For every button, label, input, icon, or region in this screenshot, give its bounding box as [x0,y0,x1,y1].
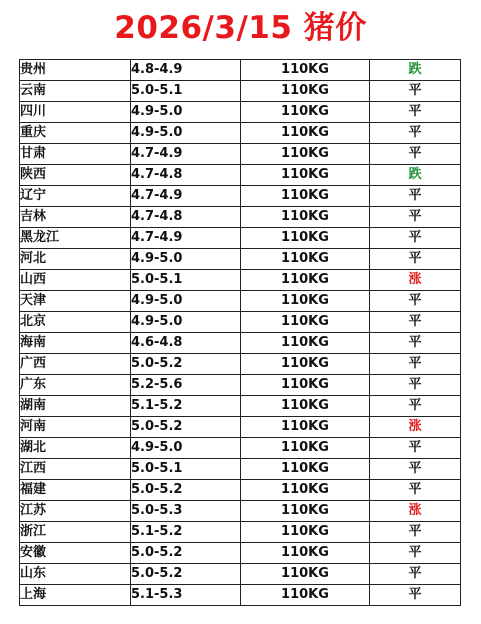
price-range-cell: 4.7-4.9 [131,228,241,249]
province-cell: 天津 [20,291,131,312]
table-row [20,543,461,564]
table-row [20,585,461,606]
table-row [20,291,461,312]
weight-cell: 110KG [241,522,370,543]
weight-cell: 110KG [241,543,370,564]
weight-cell: 110KG [241,585,370,606]
table-row [20,501,461,522]
trend-cell: 平 [370,543,461,564]
table-row [20,81,461,102]
province-cell: 重庆 [20,123,131,144]
price-range-cell: 5.0-5.2 [131,354,241,375]
price-table [19,59,461,606]
trend-cell: 平 [370,81,461,102]
trend-cell: 平 [370,291,461,312]
weight-cell: 110KG [241,291,370,312]
table-row [20,165,461,186]
trend-cell: 跌 [370,165,461,186]
table-row [20,354,461,375]
trend-cell: 平 [370,228,461,249]
weight-cell: 110KG [241,375,370,396]
table-row [20,480,461,501]
province-cell: 辽宁 [20,186,131,207]
province-cell: 江苏 [20,501,131,522]
weight-cell: 110KG [241,81,370,102]
province-cell: 浙江 [20,522,131,543]
province-cell: 云南 [20,81,131,102]
province-cell: 广东 [20,375,131,396]
price-range-cell: 4.9-5.0 [131,123,241,144]
weight-cell: 110KG [241,102,370,123]
table-row [20,249,461,270]
weight-cell: 110KG [241,186,370,207]
price-range-cell: 5.0-5.3 [131,501,241,522]
trend-cell: 平 [370,354,461,375]
price-range-cell: 5.0-5.2 [131,417,241,438]
weight-cell: 110KG [241,396,370,417]
trend-cell: 平 [370,564,461,585]
trend-cell: 平 [370,144,461,165]
price-range-cell: 4.9-5.0 [131,312,241,333]
price-range-cell: 4.6-4.8 [131,333,241,354]
table-row [20,333,461,354]
price-range-cell: 5.1-5.2 [131,522,241,543]
table-row [20,186,461,207]
table-row [20,102,461,123]
price-range-cell: 4.7-4.8 [131,165,241,186]
trend-cell: 平 [370,186,461,207]
province-cell: 北京 [20,312,131,333]
trend-cell: 平 [370,375,461,396]
trend-cell: 跌 [370,60,461,81]
province-cell: 江西 [20,459,131,480]
price-range-cell: 4.9-5.0 [131,102,241,123]
province-cell: 上海 [20,585,131,606]
province-cell: 湖南 [20,396,131,417]
price-range-cell: 5.0-5.1 [131,459,241,480]
weight-cell: 110KG [241,438,370,459]
province-cell: 福建 [20,480,131,501]
weight-cell: 110KG [241,354,370,375]
weight-cell: 110KG [241,312,370,333]
weight-cell: 110KG [241,228,370,249]
table-row [20,522,461,543]
province-cell: 陕西 [20,165,131,186]
trend-cell: 平 [370,249,461,270]
table-row [20,375,461,396]
trend-cell: 平 [370,333,461,354]
weight-cell: 110KG [241,144,370,165]
table-row [20,417,461,438]
price-range-cell: 5.0-5.1 [131,81,241,102]
price-range-cell: 4.9-5.0 [131,249,241,270]
price-range-cell: 4.7-4.9 [131,144,241,165]
trend-cell: 涨 [370,270,461,291]
province-cell: 海南 [20,333,131,354]
province-cell: 河南 [20,417,131,438]
table-row [20,312,461,333]
price-range-cell: 4.9-5.0 [131,291,241,312]
trend-cell: 平 [370,312,461,333]
trend-cell: 平 [370,123,461,144]
trend-cell: 平 [370,585,461,606]
trend-cell: 平 [370,207,461,228]
province-cell: 安徽 [20,543,131,564]
weight-cell: 110KG [241,249,370,270]
price-table-body [20,60,461,606]
weight-cell: 110KG [241,459,370,480]
weight-cell: 110KG [241,417,370,438]
weight-cell: 110KG [241,501,370,522]
trend-cell: 平 [370,522,461,543]
province-cell: 甘肃 [20,144,131,165]
trend-cell: 涨 [370,417,461,438]
price-range-cell: 5.2-5.6 [131,375,241,396]
weight-cell: 110KG [241,480,370,501]
trend-cell: 平 [370,396,461,417]
province-cell: 黑龙江 [20,228,131,249]
trend-cell: 平 [370,459,461,480]
table-row [20,438,461,459]
price-range-cell: 5.0-5.2 [131,543,241,564]
table-row [20,564,461,585]
province-cell: 湖北 [20,438,131,459]
price-range-cell: 4.7-4.9 [131,186,241,207]
weight-cell: 110KG [241,60,370,81]
trend-cell: 涨 [370,501,461,522]
price-range-cell: 4.7-4.8 [131,207,241,228]
price-range-cell: 4.9-5.0 [131,438,241,459]
province-cell: 河北 [20,249,131,270]
page-title: 2026/3/15 猪价 [114,10,367,46]
weight-cell: 110KG [241,270,370,291]
price-range-cell: 5.0-5.2 [131,564,241,585]
table-row [20,123,461,144]
weight-cell: 110KG [241,564,370,585]
province-cell: 吉林 [20,207,131,228]
trend-cell: 平 [370,102,461,123]
weight-cell: 110KG [241,207,370,228]
province-cell: 四川 [20,102,131,123]
price-range-cell: 5.0-5.2 [131,480,241,501]
province-cell: 广西 [20,354,131,375]
province-cell: 山西 [20,270,131,291]
price-range-cell: 5.1-5.3 [131,585,241,606]
province-cell: 山东 [20,564,131,585]
table-row [20,459,461,480]
table-row [20,60,461,81]
price-range-cell: 4.8-4.9 [131,60,241,81]
weight-cell: 110KG [241,165,370,186]
table-row [20,228,461,249]
weight-cell: 110KG [241,123,370,144]
table-row [20,207,461,228]
trend-cell: 平 [370,438,461,459]
table-row [20,396,461,417]
trend-cell: 平 [370,480,461,501]
weight-cell: 110KG [241,333,370,354]
price-range-cell: 5.0-5.1 [131,270,241,291]
price-range-cell: 5.1-5.2 [131,396,241,417]
table-row [20,144,461,165]
table-row [20,270,461,291]
province-cell: 贵州 [20,60,131,81]
